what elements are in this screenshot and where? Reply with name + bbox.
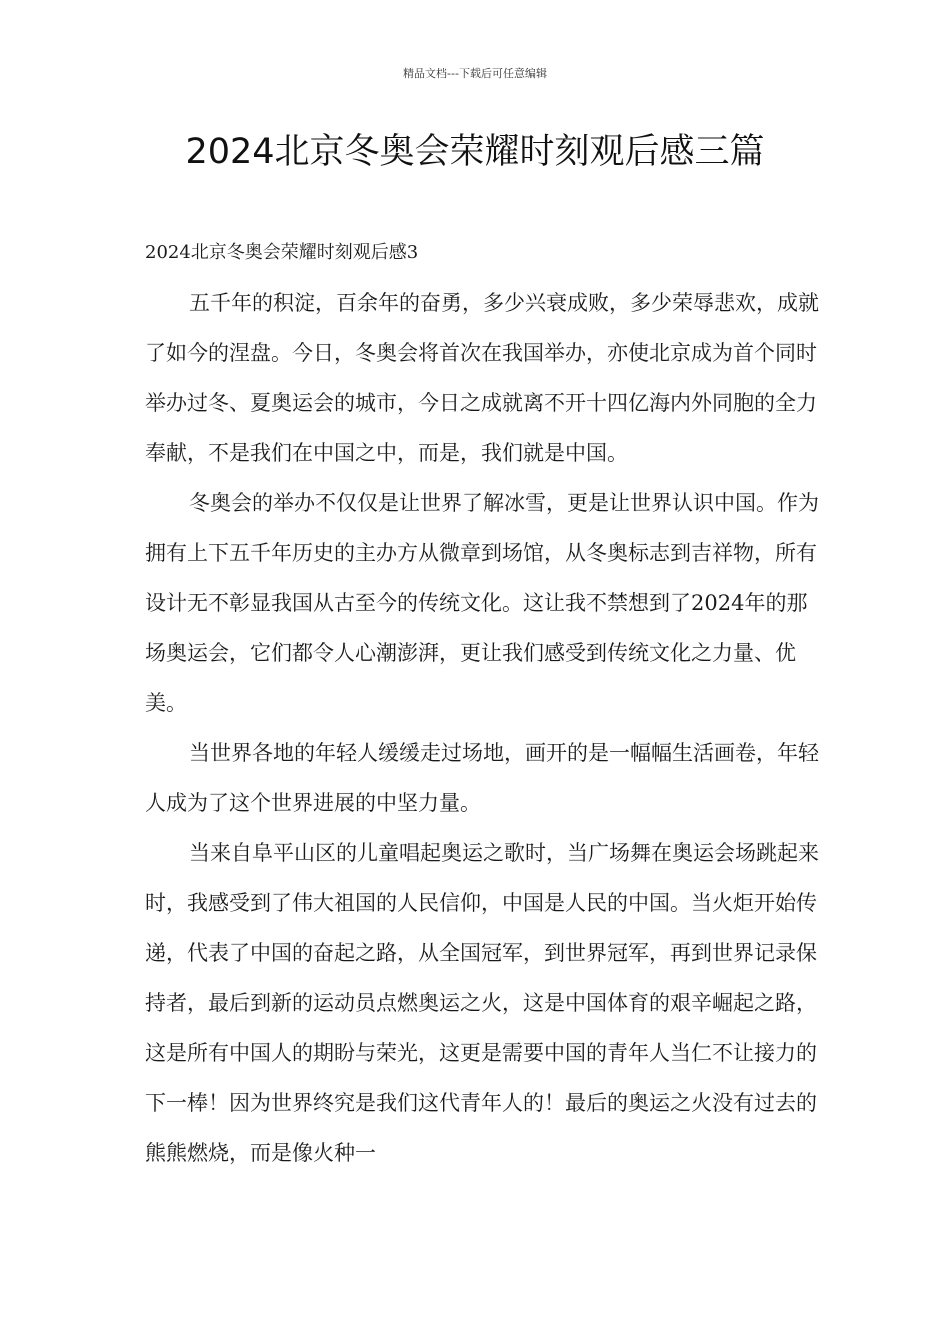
paragraph: 当来自阜平山区的儿童唱起奥运之歌时，当广场舞在奥运会场跳起来时，我感受到了伟大祖国的人民信仰，中国是人民的中国。当火炬开始传递，代表了中国的奋起之路，从全国冠军，到世界冠军，再到世界记录保持者，最后到新的运动员点燃奥运之火，这是中国体育的艰辛崛起之路，这是所有中国人的期盼与荣光，这更是需要中国的青年人当仁不让接力的下一棒！因为世界终究是我们这代青年人的！最后的奥运之火没有过去的熊熊燃烧，而是像火种一 [145,841,819,1165]
document-body [145,228,820,1178]
page-header: 精品文档---下载后可任意编辑 [403,67,547,80]
paragraph: 冬奥会的举办不仅仅是让世界了解冰雪，更是让世界认识中国。作为拥有上下五千年历史的主办方从微章到场馆，从冬奥标志到吉祥物，所有设计无不彰显我国从古至今的传统文化。这让我不禁想到了2024年的那场奥运会，它们都令人心潮澎湃，更让我们感受到传统文化之力量、优美。 [145,491,819,715]
paragraph: 当世界各地的年轻人缓缓走过场地，画开的是一幅幅生活画卷，年轻人成为了这个世界进展的中坚力量。 [145,741,819,815]
paragraph: 五千年的积淀，百余年的奋勇，多少兴衰成败，多少荣辱悲欢，成就了如今的涅盘。今日，冬奥会将首次在我国举办，亦使北京成为首个同时举办过冬、夏奥运会的城市，今日之成就离不开十四亿海内外同胞的全力奉献，不是我们在中国之中，而是，我们就是中国。 [145,291,819,465]
document-subtitle: 2024北京冬奥会荣耀时刻观后感3 [145,242,419,263]
document-title: 2024北京冬奥会荣耀时刻观后感三篇 [185,132,765,172]
